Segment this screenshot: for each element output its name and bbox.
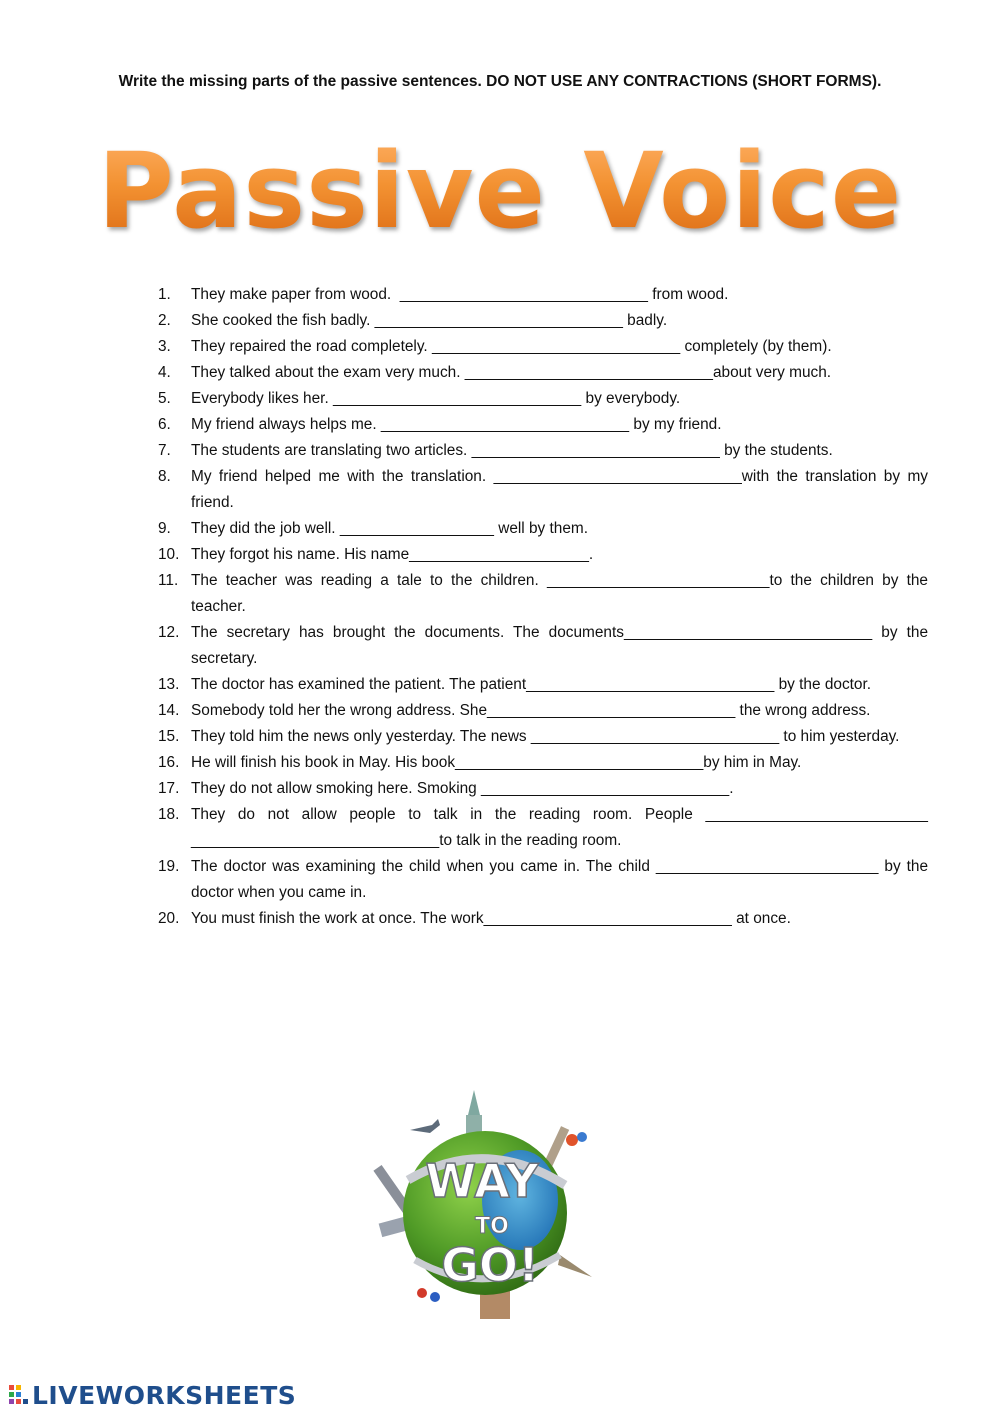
item-number: 13.: [158, 676, 180, 693]
item-tail: at once.: [731, 910, 791, 927]
answer-blank[interactable]: _____________________________: [481, 780, 730, 797]
item-sentence: [191, 620, 933, 672]
item-stem: They talked about the exam very much.: [191, 364, 465, 381]
balloon-icon: [430, 1292, 440, 1302]
item-sentence: [191, 802, 933, 854]
item-tail: by my friend.: [629, 416, 722, 433]
item-sentence: [191, 516, 928, 542]
exercise-item: [158, 568, 933, 620]
item-tail: .: [588, 546, 594, 563]
answer-blank[interactable]: __________________________ _____________________________: [191, 806, 933, 849]
item-stem: He will finish his book in May. His book: [191, 754, 456, 771]
item-number: 7.: [158, 442, 171, 459]
item-stem: They repaired the road completely.: [191, 338, 432, 355]
item-stem: They make paper from wood.: [191, 286, 400, 303]
item-tail: by him in May.: [703, 754, 802, 771]
item-sentence: [191, 334, 928, 360]
answer-blank[interactable]: _____________________________: [530, 728, 780, 745]
item-sentence: [191, 724, 928, 750]
spire-icon: [558, 1255, 592, 1277]
item-stem: She cooked the fish badly.: [191, 312, 375, 329]
item-stem: My friend always helps me.: [191, 416, 381, 433]
answer-blank[interactable]: _____________________________: [623, 624, 873, 641]
page-title: Passive Voice: [98, 126, 903, 256]
item-sentence: [191, 438, 928, 464]
statue-icon: [468, 1090, 480, 1115]
item-number: 8.: [158, 468, 171, 485]
answer-blank[interactable]: _____________________________: [471, 442, 720, 459]
item-number: 14.: [158, 702, 180, 719]
answer-blank[interactable]: _____________________________: [333, 390, 582, 407]
answer-blank[interactable]: _____________________________: [455, 754, 704, 771]
item-number: 15.: [158, 728, 180, 745]
item-sentence: [191, 464, 933, 516]
item-tail: to talk in the reading room.: [439, 832, 622, 849]
item-number: 10.: [158, 546, 180, 563]
exercise-item: [158, 750, 928, 776]
item-stem: They do not allow smoking here. Smoking: [191, 780, 482, 797]
exercise-item: [158, 412, 928, 438]
item-stem: The doctor has examined the patient. The patient: [191, 676, 527, 693]
item-number: 6.: [158, 416, 171, 433]
item-number: 5.: [158, 390, 171, 407]
item-sentence: [191, 542, 928, 568]
item-number: 9.: [158, 520, 171, 537]
item-stem: They told him the news only yesterday. The news: [191, 728, 531, 745]
item-stem: The students are translating two articles.: [191, 442, 472, 459]
logo-way-text: WAY: [425, 1154, 539, 1208]
item-sentence: [191, 750, 928, 776]
exercise-item: [158, 620, 933, 672]
answer-blank[interactable]: _____________________________: [483, 910, 732, 927]
exercise-item: [158, 672, 928, 698]
answer-blank[interactable]: _____________________: [409, 546, 589, 563]
item-number: 16.: [158, 754, 180, 771]
item-stem: You must finish the work at once. The work: [191, 910, 484, 927]
item-tail: completely (by them).: [680, 338, 832, 355]
item-number: 12.: [158, 624, 180, 641]
item-tail: from wood.: [647, 286, 729, 303]
item-tail: by the doctor when you came in.: [191, 858, 933, 901]
answer-blank[interactable]: __________________________: [546, 572, 770, 589]
answer-blank[interactable]: _____________________________: [431, 338, 681, 355]
exercise-item: [158, 776, 928, 802]
item-sentence: [191, 672, 928, 698]
answer-blank[interactable]: _____________________________: [493, 468, 742, 485]
answer-blank[interactable]: _____________________________: [526, 676, 775, 693]
answer-blank[interactable]: _____________________________: [374, 312, 623, 329]
item-sentence: [191, 906, 928, 932]
footer-logo[interactable]: [8, 1380, 296, 1410]
item-sentence: [191, 698, 928, 724]
answer-blank[interactable]: _____________________________: [399, 286, 648, 303]
item-tail: the wrong address.: [735, 702, 871, 719]
answer-blank[interactable]: __________________: [339, 520, 494, 537]
item-number: 1.: [158, 286, 171, 303]
item-number: 19.: [158, 858, 180, 875]
instructions: Write the missing parts of the passive sentences. DO NOT USE ANY CONTRACTIONS (SHORT FORMS).: [118, 73, 882, 90]
item-tail: .: [729, 780, 734, 797]
exercise-item: [158, 438, 928, 464]
answer-blank[interactable]: _____________________________: [380, 416, 630, 433]
building-left-icon: [379, 1217, 408, 1237]
balloon-icon: [577, 1132, 587, 1142]
way-to-go-globe-logo: [360, 1085, 610, 1325]
exercise-item: [158, 854, 933, 906]
item-number: 4.: [158, 364, 171, 381]
exercise-item: [158, 360, 928, 386]
answer-blank[interactable]: _____________________________: [464, 364, 713, 381]
item-stem: The doctor was examining the child when you came in. The child: [191, 858, 656, 875]
answer-blank[interactable]: _____________________________: [487, 702, 736, 719]
item-number: 20.: [158, 910, 180, 927]
footer-brand: LIVEWORKSHEETS: [32, 1380, 297, 1410]
item-stem: Somebody told her the wrong address. She: [191, 702, 488, 719]
item-tail: about very much.: [712, 364, 832, 381]
item-number: 2.: [158, 312, 171, 329]
airplane-icon: [410, 1119, 440, 1133]
item-tail: by the students.: [719, 442, 833, 459]
item-number: 18.: [158, 806, 180, 823]
exercise-item: [158, 308, 928, 334]
exercise-item: [158, 698, 928, 724]
exercise-item: [158, 386, 928, 412]
item-sentence: [191, 360, 928, 386]
item-sentence: [191, 308, 928, 334]
title-container: [0, 126, 1000, 256]
item-number: 17.: [158, 780, 180, 797]
item-stem: The secretary has brought the documents. The documents: [191, 624, 624, 641]
answer-blank[interactable]: __________________________: [655, 858, 879, 875]
item-stem: The teacher was reading a tale to the children.: [191, 572, 547, 589]
item-tail: to him yesterday.: [779, 728, 900, 745]
item-tail: badly.: [622, 312, 668, 329]
item-sentence: [191, 568, 933, 620]
item-sentence: [191, 386, 928, 412]
liveworksheets-icon: [8, 1383, 30, 1407]
item-stem: They forgot his name. His name: [191, 546, 410, 563]
item-stem: My friend helped me with the translation.: [191, 468, 494, 485]
exercise-item: [158, 724, 928, 750]
exercise-item: [158, 516, 928, 542]
exercise-item: [158, 282, 928, 308]
item-number: 11.: [158, 572, 179, 589]
balloon-icon: [566, 1134, 578, 1146]
exercise-list: [158, 282, 933, 932]
balloon-icon: [417, 1288, 427, 1298]
exercise-item: [158, 802, 933, 854]
item-stem: They do not allow people to talk in the reading room. People: [191, 806, 706, 823]
item-sentence: [191, 854, 933, 906]
item-tail: by the doctor.: [774, 676, 872, 693]
logo-to-text: TO: [475, 1214, 509, 1239]
item-stem: They did the job well.: [191, 520, 340, 537]
item-sentence: [191, 776, 928, 802]
exercise-item: [158, 906, 928, 932]
item-number: 3.: [158, 338, 171, 355]
item-stem: Everybody likes her.: [191, 390, 334, 407]
exercise-item: [158, 464, 933, 516]
item-sentence: [191, 282, 928, 308]
exercise-item: [158, 542, 928, 568]
logo-go-text: GO!: [441, 1238, 539, 1292]
item-tail: with the translation by my friend.: [191, 468, 933, 511]
exercise-item: [158, 334, 928, 360]
item-tail: well by them.: [493, 520, 589, 537]
item-tail: by the secretary.: [191, 624, 933, 667]
item-sentence: [191, 412, 928, 438]
item-tail: to the children by the teacher.: [191, 572, 933, 615]
item-tail: by everybody.: [581, 390, 681, 407]
